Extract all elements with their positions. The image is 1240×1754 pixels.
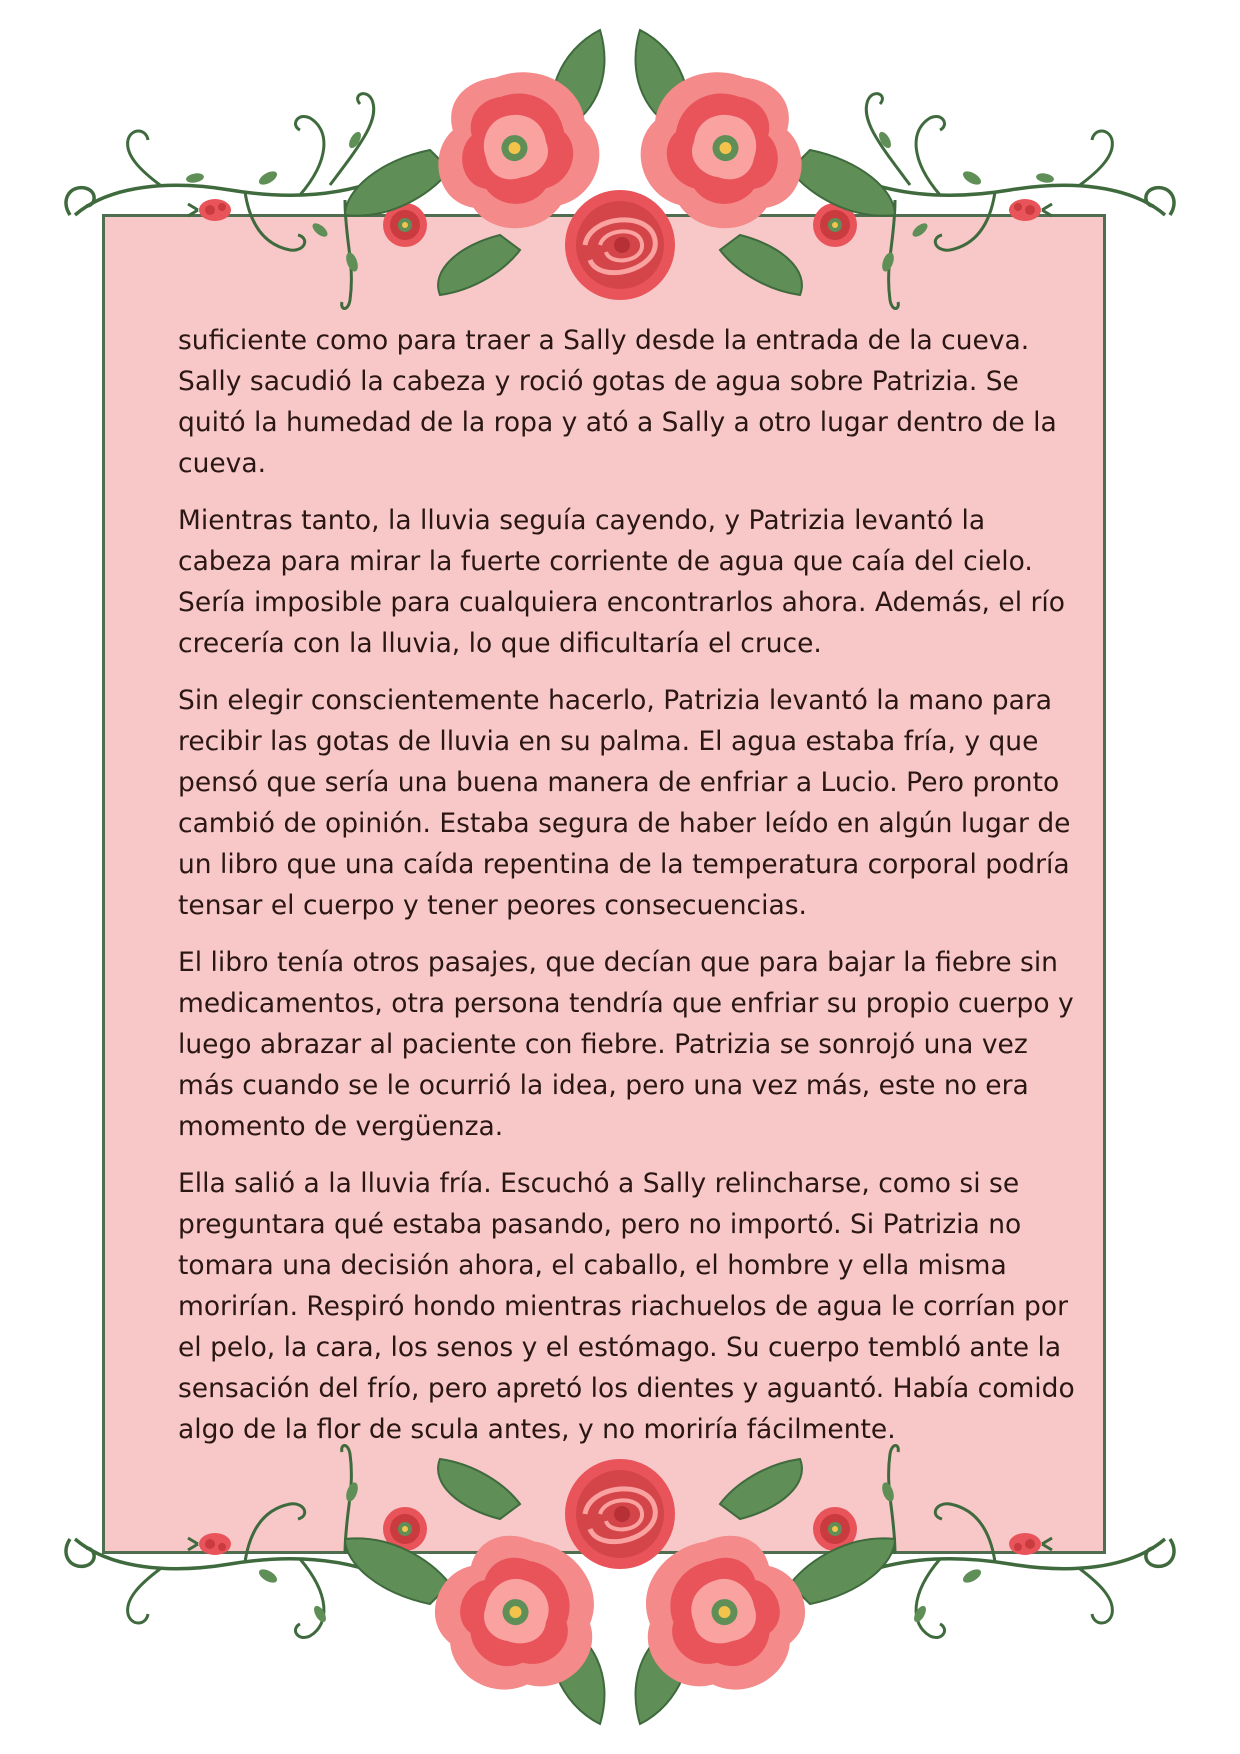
paragraph-3: Sin elegir conscientemente hacerlo, Patrizia levantó la mano para recibir las gotas de lluvia en su palma. El agua estaba fría, y que pensó que sería una buena manera de enfriar a Lucio. Pero pronto cambió de opinión. Estaba segura de haber leído en algún lugar de un libro que una caída repentina de la temperatura corporal podría tensar el cuerpo y tener peores consecuencias. <box>178 685 1071 921</box>
bottom-floral-ornament <box>0 1424 1240 1754</box>
paragraph-2: Mientras tanto, la lluvia seguía cayendo, y Patrizia levantó la cabeza para mirar la fuerte corriente de agua que caía del cielo. Sería imposible para cualquiera encontrarlos ahora. Además, el río crecería con la lluvia, lo que dificultaría el cruce. <box>178 505 1065 659</box>
story-text <box>178 320 1078 1466</box>
top-floral-ornament <box>0 0 1240 330</box>
paragraph-5: Ella salió a la lluvia fría. Escuchó a Sally relincharse, como si se preguntara qué estaba pasando, pero no importó. Si Patrizia no tomara una decisión ahora, el caballo, el hombre y ella misma morirían. Respiró hondo mientras riachuelos de agua le corrían por el pelo, la cara, los senos y el estómago. Su cuerpo tembló ante la sensación del frío, pero apretó los dientes y aguantó. Había comido algo de la flor de scula antes, y no moriría fácilmente. <box>178 1168 1075 1445</box>
paragraph-1: suficiente como para traer a Sally desde la entrada de la cueva. Sally sacudió la cabeza y roció gotas de agua sobre Patrizia. Se quitó la humedad de la ropa y ató a Sally a otro lugar dentro de la cueva. <box>178 325 1057 479</box>
paragraph-4: El libro tenía otros pasajes, que decían que para bajar la fiebre sin medicamentos, otra persona tendría que enfriar su propio cuerpo y luego abrazar al paciente con fiebre. Patrizia se sonrojó una vez más cuando se le ocurrió la idea, pero una vez más, este no era momento de vergüenza. <box>178 947 1074 1142</box>
